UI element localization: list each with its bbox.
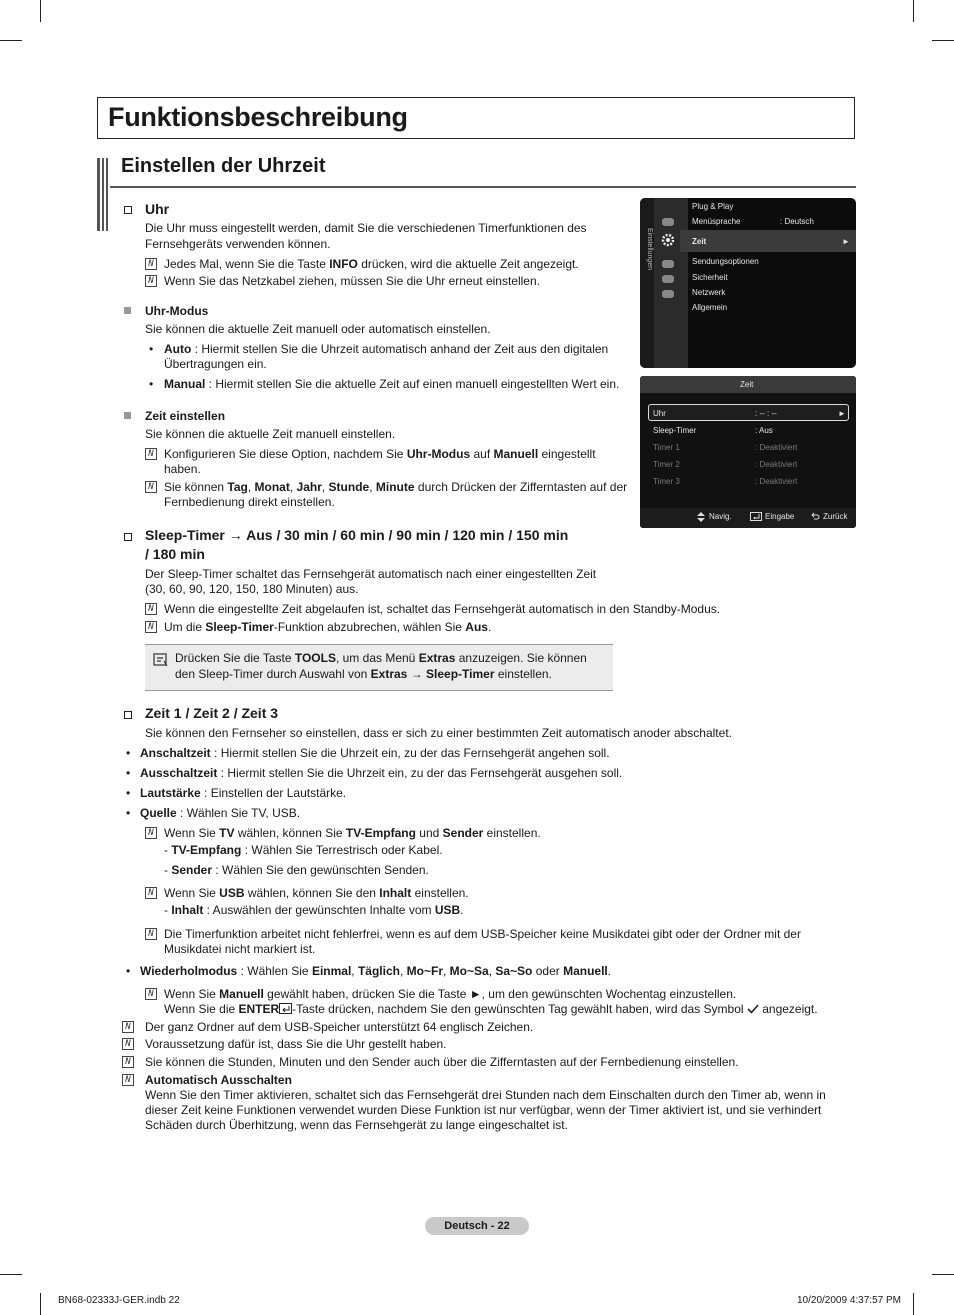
page-number: Deutsch - 22 xyxy=(444,1220,510,1232)
auto-off-line-2: dieser Zeit keine Funktionen verwendet wurden Diese Funktion ist nur verfügbar, wenn der Timer aktiviert ist, und sie verhindert xyxy=(145,1103,822,1117)
zeit-row-arrow-icon: ► xyxy=(838,409,846,418)
zeit-einstellen-note-2b: Fernbedienung direkt einstellen. xyxy=(164,495,335,509)
zeit-row-timer2-value: : Deaktiviert xyxy=(755,460,798,469)
menu-item-allgemein: Allgemein xyxy=(692,303,728,312)
uhr-modus-auto: Auto : Hiermit stellen Sie die Uhrzeit automatisch anhand der Zeit aus den digitalen xyxy=(164,342,609,356)
support-icon xyxy=(662,290,674,298)
zeit123-quelle: Quelle : Wählen Sie TV, USB. xyxy=(140,806,301,820)
uhr-note-2: Wenn Sie das Netzkabel ziehen, müssen Sie die Uhr erneut einstellen. xyxy=(164,274,540,288)
settings-menu-screenshot xyxy=(640,198,856,368)
menu-item-sendungsoptionen: Sendungsoptionen xyxy=(692,257,759,266)
picture-icon xyxy=(662,218,674,226)
square-bullet-icon xyxy=(124,307,131,314)
zeit-row-uhr-label: Uhr xyxy=(653,409,666,418)
sleep-desc-2: (30, 60, 90, 120, 150, 180 Minuten) aus. xyxy=(145,582,359,596)
bullet-dot: • xyxy=(126,746,131,760)
box-bullet-icon xyxy=(124,711,132,719)
channel-icon xyxy=(662,260,674,268)
zeit123-tv-sub-2: - Sender : Wählen Sie den gewünschten Senden. xyxy=(164,863,429,877)
footer-back-label: Zurück xyxy=(823,512,848,521)
tools-icon xyxy=(153,652,169,668)
zeit123-heading: Zeit 1 / Zeit 2 / Zeit 3 xyxy=(145,705,279,721)
zeit123-timer-note-2: Musikdatei nicht markiert ist. xyxy=(164,942,316,956)
footer-enter-label: Eingabe xyxy=(765,512,795,521)
note-icon: N xyxy=(145,275,157,287)
zeit-menu-selected-row xyxy=(648,404,849,421)
checkmark-icon xyxy=(747,1004,759,1014)
box-bullet-icon xyxy=(124,533,132,541)
zeit-row-sleep-value: : Aus xyxy=(755,426,773,435)
zeit123-tv-sub-1: - TV-Empfang : Wählen Sie Terrestrisch oder Kabel. xyxy=(164,843,443,857)
zeit-row-timer1-label: Timer 1 xyxy=(653,443,680,452)
return-icon xyxy=(811,512,820,521)
zeit123-ausschaltzeit: Ausschaltzeit : Hiermit stellen Sie die Uhrzeit ein, zu der das Fernsehgerät ausgehen soll. xyxy=(140,766,623,780)
bullet-dot: • xyxy=(126,766,131,780)
page-title: Funktionsbeschreibung xyxy=(108,102,408,132)
zeit123-usb-sub-1: - Inhalt : Auswählen der gewünschten Inhalte vom USB. xyxy=(164,903,464,917)
note-icon: N xyxy=(145,928,157,940)
uhr-modus-auto-2: Übertragungen ein. xyxy=(164,357,267,371)
sleep-note-2: Um die Sleep-Timer-Funktion abzubrechen, wählen Sie Aus. xyxy=(164,620,492,634)
zeit-einstellen-note-2: Sie können Tag, Monat, Jahr, Stunde, Minute durch Drücken der Zifferntasten auf der xyxy=(164,480,628,494)
note-icon: N xyxy=(122,1021,134,1033)
note-icon: N xyxy=(145,603,157,615)
note-icon: N xyxy=(122,1074,134,1086)
menu-item-netzwerk: Netzwerk xyxy=(692,288,726,297)
uhr-intro-1: Die Uhr muss eingestellt werden, damit Sie die verschiedenen Timerfunktionen des xyxy=(145,221,587,235)
sleep-heading-2: / 180 min xyxy=(145,546,205,562)
menu-arrow-icon: ► xyxy=(842,237,850,246)
menu-lang-value: : Deutsch xyxy=(780,217,814,226)
settings-side-label: Einstellungen xyxy=(646,228,653,271)
zeit-row-timer2-label: Timer 2 xyxy=(653,460,680,469)
note-icon: N xyxy=(145,258,157,270)
note-icon: N xyxy=(145,988,157,1000)
box-bullet-icon xyxy=(124,206,132,214)
zeit123-anschaltzeit: Anschaltzeit : Hiermit stellen Sie die Uhrzeit ein, zu der das Fernsehgerät angehen soll. xyxy=(140,746,610,760)
zeit-row-timer3-label: Timer 3 xyxy=(653,477,680,486)
zeit-row-uhr-value: : -- : -- xyxy=(755,409,777,418)
bullet-dot: • xyxy=(126,964,131,978)
enter-key-icon xyxy=(750,512,762,521)
page-number-badge xyxy=(425,1217,529,1235)
bullet-dot: • xyxy=(126,806,131,820)
auto-off-heading: Automatisch Ausschalten xyxy=(145,1073,292,1087)
page-title-box xyxy=(97,97,855,139)
bullet-dot: • xyxy=(149,377,154,391)
uhr-intro-2: Fernsehgeräts verwenden können. xyxy=(145,237,331,251)
menu-item-sicherheit: Sicherheit xyxy=(692,273,728,282)
menu-selected-row xyxy=(680,230,856,252)
note-icon: N xyxy=(145,827,157,839)
tools-tip-box xyxy=(145,644,613,691)
zeit123-timer-note-1: Die Timerfunktion arbeitet nicht fehlerfrei, wenn es auf dem USB-Speicher keine Musikdatei gibt oder der Ordner mit der xyxy=(164,927,801,941)
bullet-dot: • xyxy=(126,786,131,800)
zeit123-lautstaerke: Lautstärke : Einstellen der Lautstärke. xyxy=(140,786,347,800)
zeit123-usb-note: Wenn Sie USB wählen, können Sie den Inhalt einstellen. xyxy=(164,886,469,900)
note-icon: N xyxy=(145,887,157,899)
note-icon: N xyxy=(122,1056,134,1068)
square-bullet-icon xyxy=(124,412,131,419)
zeit-row-timer1-value: : Deaktiviert xyxy=(755,443,798,452)
tools-line-1: Drücken Sie die Taste TOOLS, um das Menü Extras anzuzeigen. Sie können xyxy=(175,651,587,665)
general-note-2: Voraussetzung dafür ist, dass Sie die Uhr gestellt haben. xyxy=(145,1037,447,1051)
footer-timestamp: 10/20/2009 4:37:57 PM xyxy=(797,1295,901,1306)
section-divider xyxy=(110,186,856,188)
uhr-modus-manual: Manual : Hiermit stellen Sie die aktuelle Zeit auf einen manuell eingestellten Wert ein. xyxy=(164,377,620,391)
uhr-modus-desc: Sie können die aktuelle Zeit manuell oder automatisch einstellen. xyxy=(145,322,491,336)
zeit-einstellen-heading: Zeit einstellen xyxy=(145,409,226,423)
input-icon xyxy=(662,275,674,283)
zeit-menu-screenshot xyxy=(640,376,856,528)
enter-icon xyxy=(279,1003,292,1014)
section-title: Einstellen der Uhrzeit xyxy=(121,155,326,177)
menu-item-zeit: Zeit xyxy=(692,237,707,246)
note-icon: N xyxy=(145,481,157,493)
menu-item-menusprache: Menüsprache xyxy=(692,217,741,226)
zeit-einstellen-note-1b: haben. xyxy=(164,462,201,476)
updown-icon xyxy=(697,512,705,522)
gear-icon xyxy=(660,232,676,248)
zeit123-tv-note: Wenn Sie TV wählen, können Sie TV-Empfang und Sender einstellen. xyxy=(164,826,541,840)
sleep-heading-1: Sleep-Timer → Aus / 30 min / 60 min / 90 min / 120 min / 150 min xyxy=(145,527,569,543)
zeit123-wiederholmodus-note-2: Wenn Sie die ENTER -Taste drücken, nachdem Sie den gewünschten Tag gewählt haben, wird das Symbol angezeigt. xyxy=(164,1002,818,1016)
auto-off-line-3: Schäden durch Überhitzung, wenn das Fernsehgerät zu lange eingeschaltet ist. xyxy=(145,1118,568,1132)
zeit-row-sleep-label: Sleep-Timer xyxy=(653,426,697,435)
menu-item-plug-play: Plug & Play xyxy=(692,202,734,211)
zeit123-wiederholmodus-note-1: Wenn Sie Manuell gewählt haben, drücken Sie die Taste ►, um den gewünschten Wochentag einzustellen. xyxy=(164,987,737,1001)
general-note-3: Sie können die Stunden, Minuten und den Sender auch über die Zifferntasten auf der Fernbedienung einstellen. xyxy=(145,1055,739,1069)
note-icon: N xyxy=(122,1038,134,1050)
zeit-row-timer3-value: : Deaktiviert xyxy=(755,477,798,486)
zeit-menu-title: Zeit xyxy=(740,380,754,389)
footer-file-info: BN68-02333J-GER.indb 22 xyxy=(58,1295,180,1306)
zeit-einstellen-desc: Sie können die aktuelle Zeit manuell einstellen. xyxy=(145,427,396,441)
zeit123-wiederholmodus: Wiederholmodus : Wählen Sie Einmal, Täglich, Mo~Fr, Mo~Sa, Sa~So oder Manuell. xyxy=(140,964,612,978)
bullet-dot: • xyxy=(149,342,154,356)
footer-nav-label: Navig. xyxy=(709,512,732,521)
zeit-einstellen-note-1: Konfigurieren Sie diese Option, nachdem Sie Uhr-Modus auf Manuell eingestellt xyxy=(164,447,596,461)
uhr-modus-heading: Uhr-Modus xyxy=(145,304,209,318)
sleep-note-1: Wenn die eingestellte Zeit abgelaufen ist, schaltet das Fernsehgerät automatisch in den Standby-Modus. xyxy=(164,602,721,616)
uhr-note-1: Jedes Mal, wenn Sie die Taste INFO drücken, wird die aktuelle Zeit angezeigt. xyxy=(164,257,579,271)
auto-off-line-1: Wenn Sie den Timer aktivieren, schaltet sich das Fernsehgerät drei Stunden nach dem Einschalten durch den Timer ab, wenn in xyxy=(145,1088,826,1102)
note-icon: N xyxy=(145,448,157,460)
tools-line-2: den Sleep-Timer durch Auswahl von Extras → Sleep-Timer einstellen. xyxy=(175,667,552,681)
uhr-heading: Uhr xyxy=(145,201,170,217)
zeit123-desc: Sie können den Fernseher so einstellen, dass er sich zu einer bestimmten Zeit automatisch anoder abschaltet. xyxy=(145,726,732,740)
sleep-desc-1: Der Sleep-Timer schaltet das Fernsehgerät automatisch nach einer eingestellten Zeit xyxy=(145,567,597,581)
general-note-1: Der ganz Ordner auf dem USB-Speicher unterstützt 64 englisch Zeichen. xyxy=(145,1020,534,1034)
note-icon: N xyxy=(145,621,157,633)
